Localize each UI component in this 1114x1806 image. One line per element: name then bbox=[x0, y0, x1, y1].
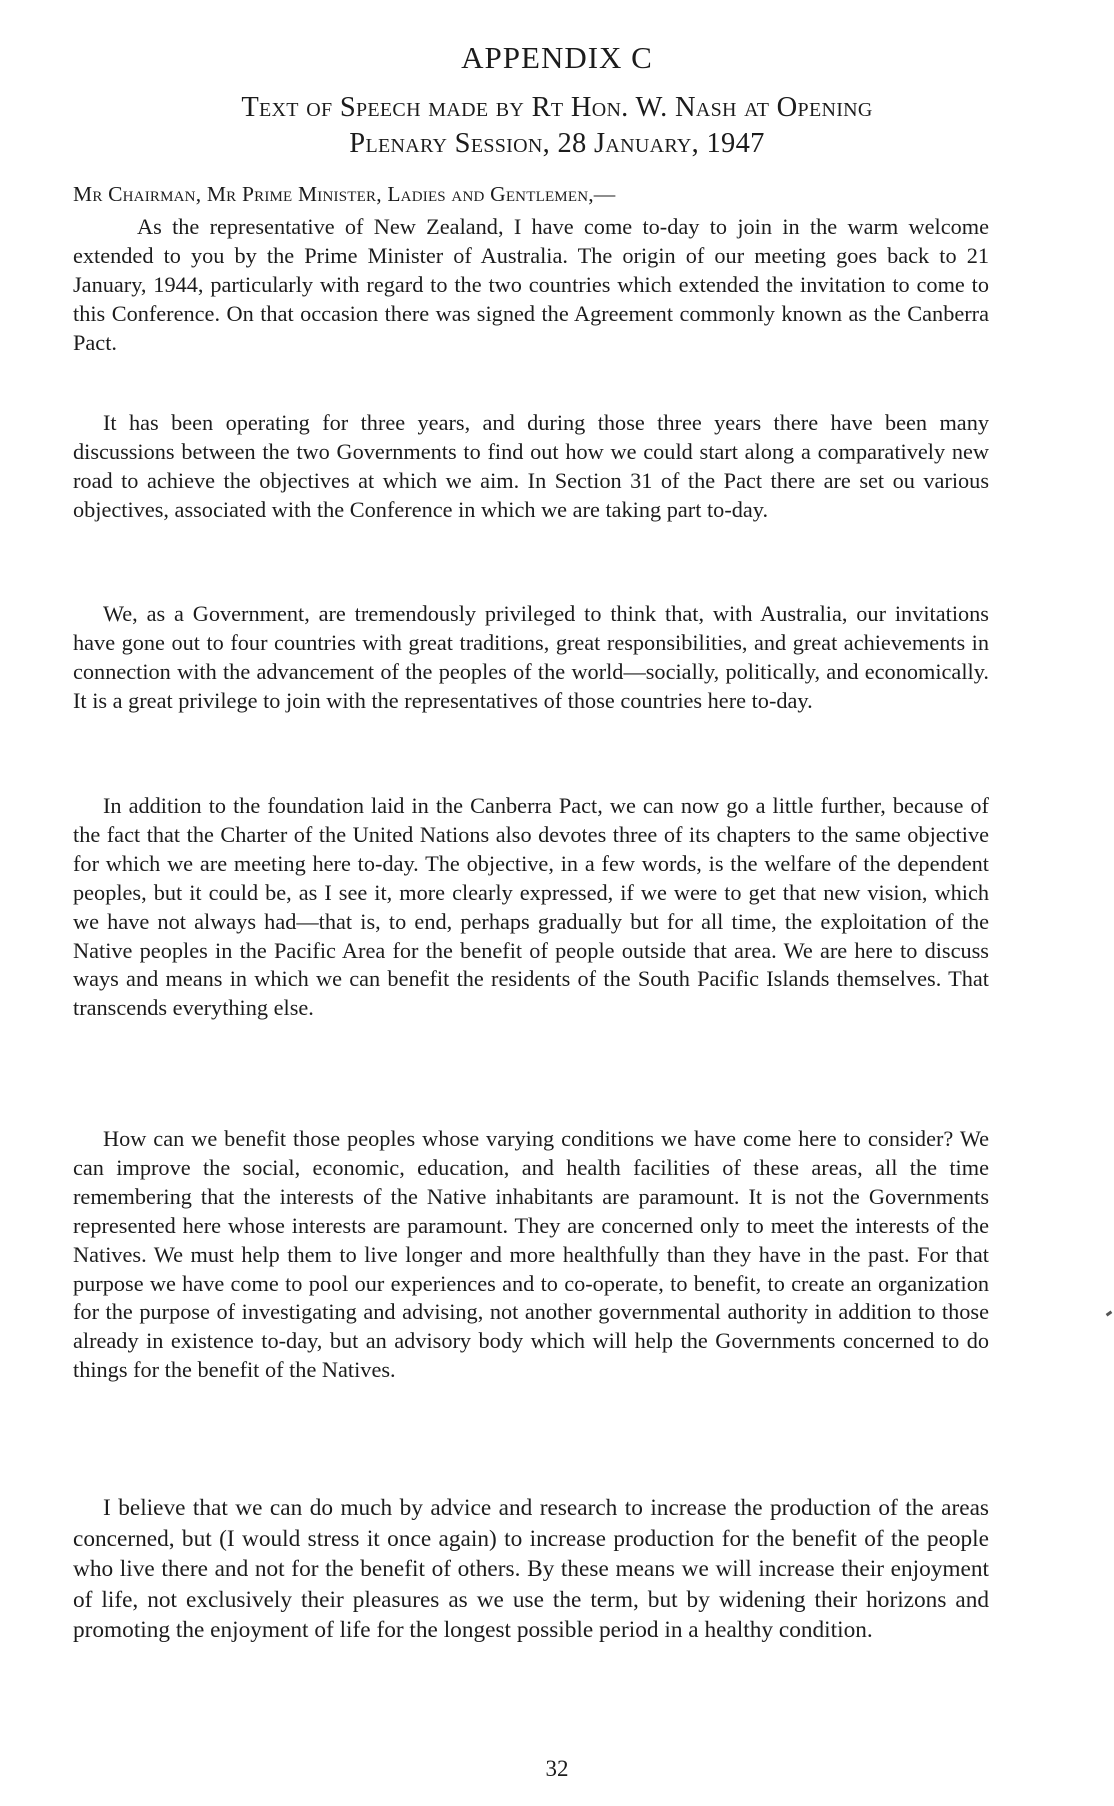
salutation: Mr Chairman, Mr Prime Minister, Ladies and Gentlemen,— bbox=[73, 182, 616, 206]
paragraph-3: We, as a Government, are tremendously privileged to think that, with Australia, our invitations have gone out to four countries with great traditions, great responsibilities, and great achievements in connection with the advancement of the peoples of the world—socially, politically, and economically. It is a great privilege to join with the representatives of those countries here to-day. bbox=[73, 601, 989, 713]
paragraph-2: It has been operating for three years, and during those three years there have been many discussions between the two Governments to find out how we could start along a comparatively new road to achieve the objectives at which we aim. In Section 31 of the Pact there are set ou various objectives, associated with the Conference in which we are taking part to-day. bbox=[73, 410, 989, 522]
margin-mark bbox=[1106, 1311, 1113, 1317]
paragraph-1: As the representative of New Zealand, I have come to-day to join in the warm welcome extended to you by the Prime Minister of Australia. The origin of our meeting goes back to 21 January, 1944, particularly with regard to the two countries which extended the invitation to come to this Conference. On that occasion there was signed the Agreement commonly known as the Canberra Pact. bbox=[73, 214, 989, 355]
speech-title bbox=[60, 90, 1054, 162]
appendix-heading: APPENDIX C bbox=[461, 40, 653, 75]
speech-title-line-1: Text of Speech made by Rt Hon. W. Nash at Opening bbox=[241, 92, 873, 123]
page-number: 32 bbox=[545, 1756, 569, 1781]
speech-title-line-2: Plenary Session, 28 January, 1947 bbox=[349, 128, 765, 159]
paragraph-5: How can we benefit those peoples whose varying conditions we have come here to consider? We can improve the social, economic, education, and health facilities of these areas, all the time remembering that the interests of the Native inhabitants are paramount. It is not the Governments represented here whose interests are paramount. They are concerned only to meet the interests of the Natives. We must help them to live longer and more healthfully than they have in the past. For that purpose we have come to pool our experiences and to co-operate, to benefit, to create an organization for the purpose of investigating and advising, not another governmental authority in addition to those already in existence to-day, but an advisory body which will help the Governments concerned to do things for the benefit of the Natives. bbox=[73, 1126, 989, 1383]
paragraph-6: I believe that we can do much by advice and research to increase the production of the areas concerned, but (I would stress it once again) to increase production for the benefit of the people who live there and not for the benefit of others. By these means we will increase their enjoyment of life, not exclusively their pleasures as we use the term, but by widening their horizons and promoting the enjoyment of life for the longest possible period in a healthy condition. bbox=[73, 1495, 989, 1643]
paragraph-4: In addition to the foundation laid in the Canberra Pact, we can now go a little further, because of the fact that the Charter of the United Nations also devotes three of its chapters to the same objective for which we are meeting here to-day. The objective, in a few words, is the welfare of the dependent peoples, but it could be, as I see it, more clearly expressed, if we were to get that new vision, which we have not always had—that is, to end, perhaps gradually but for all time, the exploitation of the Native peoples in the Pacific Area for the benefit of people outside that area. We are here to discuss ways and means in which we can benefit the residents of the South Pacific Islands themselves. That transcends everything else. bbox=[73, 793, 989, 1021]
